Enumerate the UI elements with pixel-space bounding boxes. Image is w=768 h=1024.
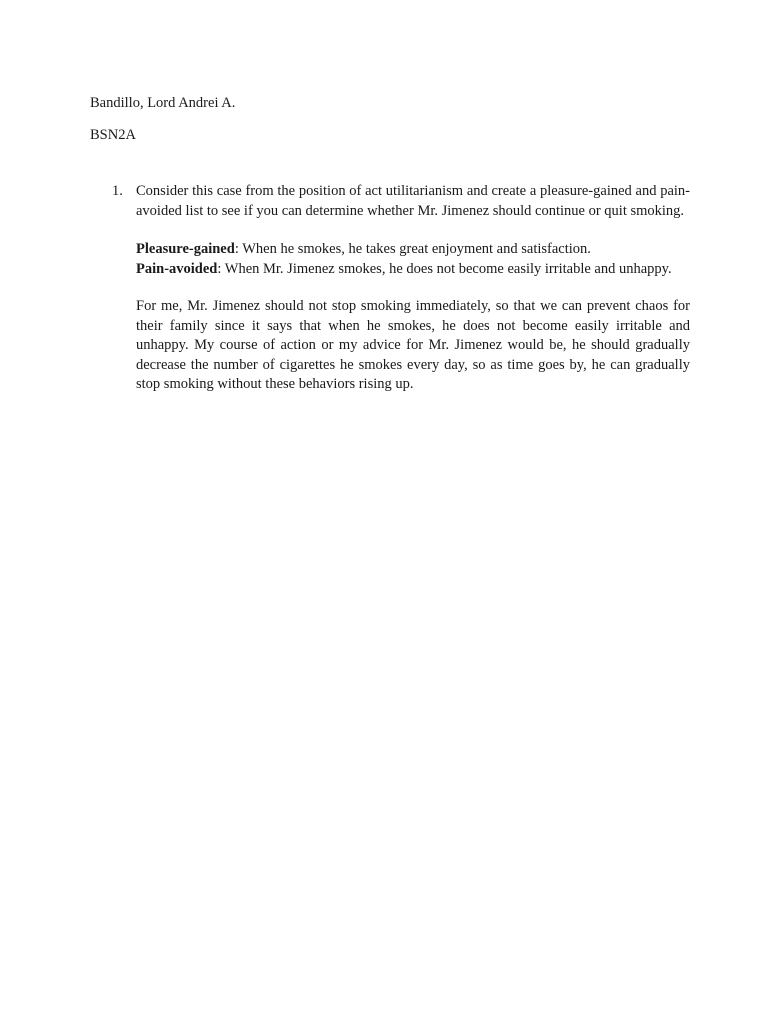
pain-avoided-label: Pain-avoided [136,260,218,277]
pleasure-gained-label: Pleasure-gained [136,241,235,257]
question-number: 1. [112,183,123,199]
author-name: Bandillo, Lord Andrei A. [90,95,236,111]
pain-avoided-text: : When Mr. Jimenez smokes, he does not become easily irritable and unhappy. [217,260,672,277]
section-code: BSN2A [90,127,136,143]
question-item [90,181,690,395]
pleasure-gained-entry [136,240,690,260]
question-text: Consider this case from the position of act utilitarianism and create a pleasure-gained and pain-avoided list to see if you can determine whether Mr. Jimenez should continue or quit smoking. [136,183,690,219]
question-list [90,181,690,395]
pain-avoided-entry [136,260,690,280]
opinion-paragraph: For me, Mr. Jimenez should not stop smoking immediately, so that we can prevent chaos for their family since it says that when he smokes, he does not become easily irritable and unhappy. My course of action or my advice for Mr. Jimenez would be, he should gradually decrease the number of cigarettes he smokes every day, so as time goes by, he can gradually stop smoking without these behaviors rising up. [136,298,690,392]
pleasure-pain-list [136,240,690,279]
pleasure-gained-text: : When he smokes, he takes great enjoyment and satisfaction. [234,241,591,257]
